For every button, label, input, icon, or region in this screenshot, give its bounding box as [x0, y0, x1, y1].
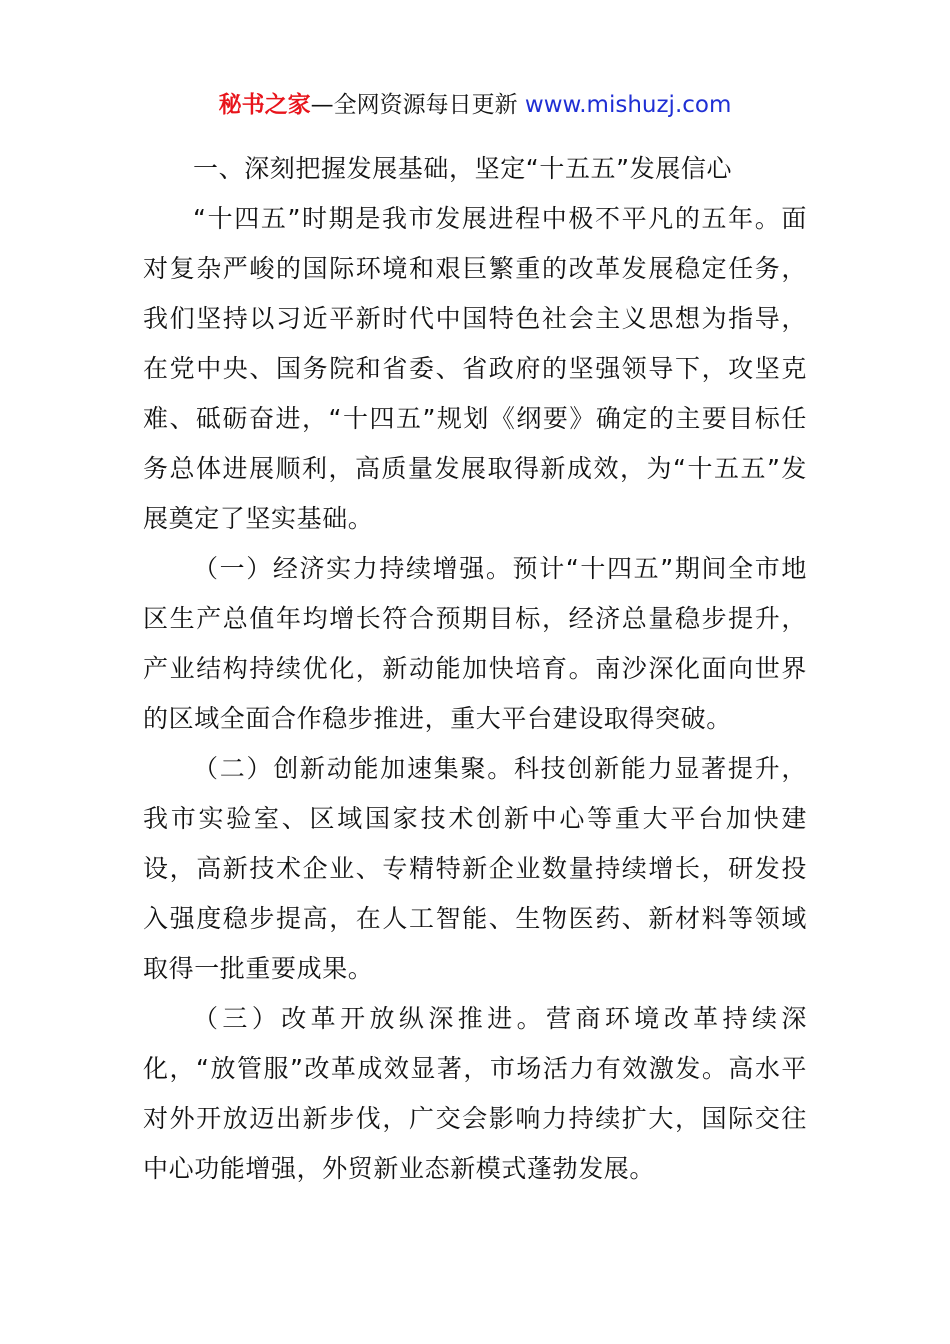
site-tagline: —全网资源每日更新	[310, 92, 525, 118]
paragraph-economy: （一）经济实力持续增强。预计“十四五”期间全市地区生产总值年均增长符合预期目标，经济总量稳步提升，产业结构持续优化，新动能加快培育。南沙深化面向世界的区域全面合作稳步推进，重大平台建设取得突破。	[143, 554, 807, 733]
document-body	[143, 144, 807, 1194]
site-header	[0, 88, 950, 122]
paragraph-reform: （三）改革开放纵深推进。营商环境改革持续深化，“放管服”改革成效显著，市场活力有效激发。高水平对外开放迈出新步伐，广交会影响力持续扩大，国际交往中心功能增强，外贸新业态新模式蓬勃发展。	[143, 1004, 807, 1183]
site-url-link[interactable]: www.mishuzj.com	[524, 92, 732, 118]
paragraph-intro: “十四五”时期是我市发展进程中极不平凡的五年。面对复杂严峻的国际环境和艰巨繁重的改革发展稳定任务，我们坚持以习近平新时代中国特色社会主义思想为指导，在党中央、国务院和省委、省政府的坚强领导下，攻坚克难、砥砺奋进，“十四五”规划《纲要》确定的主要目标任务总体进展顺利，高质量发展取得新成效，为“十五五”发展奠定了坚实基础。	[143, 204, 807, 533]
section-heading: 一、深刻把握发展基础，坚定“十五五”发展信心	[193, 154, 733, 183]
paragraph-innovation: （二）创新动能加速集聚。科技创新能力显著提升，我市实验室、区域国家技术创新中心等重大平台加快建设，高新技术企业、专精特新企业数量持续增长，研发投入强度稳步提高，在人工智能、生物医药、新材料等领域取得一批重要成果。	[143, 754, 807, 983]
brand-name: 秘书之家	[218, 92, 311, 118]
